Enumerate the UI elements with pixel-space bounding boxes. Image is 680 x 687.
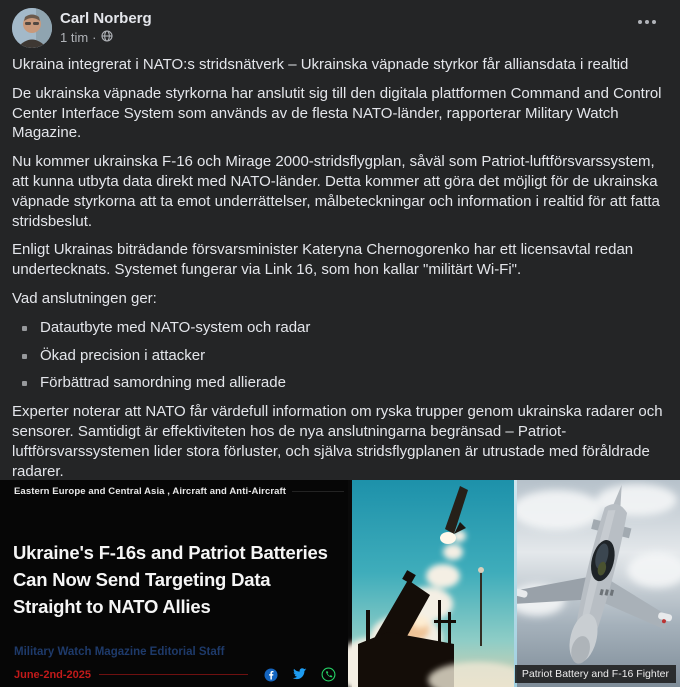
list-item-text: Förbättrad samordning med allierade [40, 374, 286, 392]
patriot-launch-photo [348, 480, 514, 687]
post-paragraph: Experter noterar att NATO får värdefull information om ryska trupper genom ukrainska radarer och sensorer. Samtidigt är effektiviteten hos de nya anslutningarna begränsad – Patriot-luftförsvarssystemen lider stora förluster, och själva stridsflygplanen är utrustade med föråldrade radarer. [12, 403, 663, 480]
article-category-row [14, 486, 344, 497]
twitter-icon [292, 668, 307, 681]
list-item-text: Datautbyte med NATO-system och radar [40, 318, 311, 336]
meta-separator: · [92, 30, 97, 45]
post-paragraph: Enligt Ukrainas biträdande försvarsminister Kateryna Chernogorenko har ett licensavtal redan undertecknats. Systemet fungerar via Link 16, som hon kallar "militärt Wi-Fi". [12, 241, 634, 279]
post-paragraph: De ukrainska väpnade styrkorna har anslutit sig till den digitala plattformen Command and Control Center Interface System som används av de flesta NATO-länder, rapporterar Military Watch Magazine. [12, 84, 662, 142]
photo-caption: Patriot Battery and F-16 Fighter [515, 665, 676, 683]
post-paragraph: Ukraina integrerat i NATO:s stridsnätverk – Ukrainska väpnade styrkor får alliansdata i realtid [12, 56, 629, 73]
list-item [22, 346, 668, 366]
article-category: Eastern Europe and Central Asia , Aircraft and Anti-Aircraft [14, 486, 287, 497]
ellipsis-icon [638, 20, 642, 24]
author-name[interactable]: Carl Norberg [60, 10, 152, 27]
more-options-button[interactable] [634, 16, 660, 28]
post-paragraph: Nu kommer ukrainska F-16 och Mirage 2000-stridsflygplan, såväl som Patriot-luftförsvarssystem, att kunna utbyta data direkt med NATO-länder. Detta kommer att göra det möjligt för de ukrainska väpnade styrkorna att ta emot underrättelser, målbeteckningar och information i realtid för att fatta stridsbeslut. [12, 153, 660, 230]
article-date: June-2nd-2025 [14, 668, 92, 681]
list-item [22, 373, 668, 393]
author-block [60, 8, 152, 46]
post-meta [60, 29, 152, 46]
timestamp[interactable]: 1 tim [60, 30, 89, 45]
post-header [0, 0, 680, 48]
article-headline: Ukraine's F-16s and Patriot Batteries Can Now Send Targeting Data Straight to NATO Allies [13, 542, 328, 617]
avatar-photo [12, 8, 52, 48]
facebook-icon [264, 668, 278, 682]
list-item [22, 318, 668, 338]
f16-photo [517, 480, 680, 687]
bullet-icon [22, 326, 27, 331]
date-divider-line [99, 674, 248, 675]
post-paragraph: Vad anslutningen ger: [12, 289, 157, 307]
attached-image[interactable] [0, 480, 680, 687]
post-text [0, 48, 680, 481]
list-item-text: Ökad precision i attacker [40, 346, 206, 364]
article-screenshot-panel [0, 480, 348, 687]
category-divider-line [292, 491, 344, 492]
share-icons [264, 667, 336, 682]
bullet-icon [22, 354, 27, 359]
feature-list [12, 318, 668, 393]
article-date-row [14, 667, 336, 682]
article-byline: Military Watch Magazine Editorial Staff [14, 646, 225, 658]
bullet-icon [22, 381, 27, 386]
avatar[interactable] [12, 8, 52, 48]
whatsapp-icon [321, 667, 336, 682]
globe-public-icon [101, 29, 113, 46]
